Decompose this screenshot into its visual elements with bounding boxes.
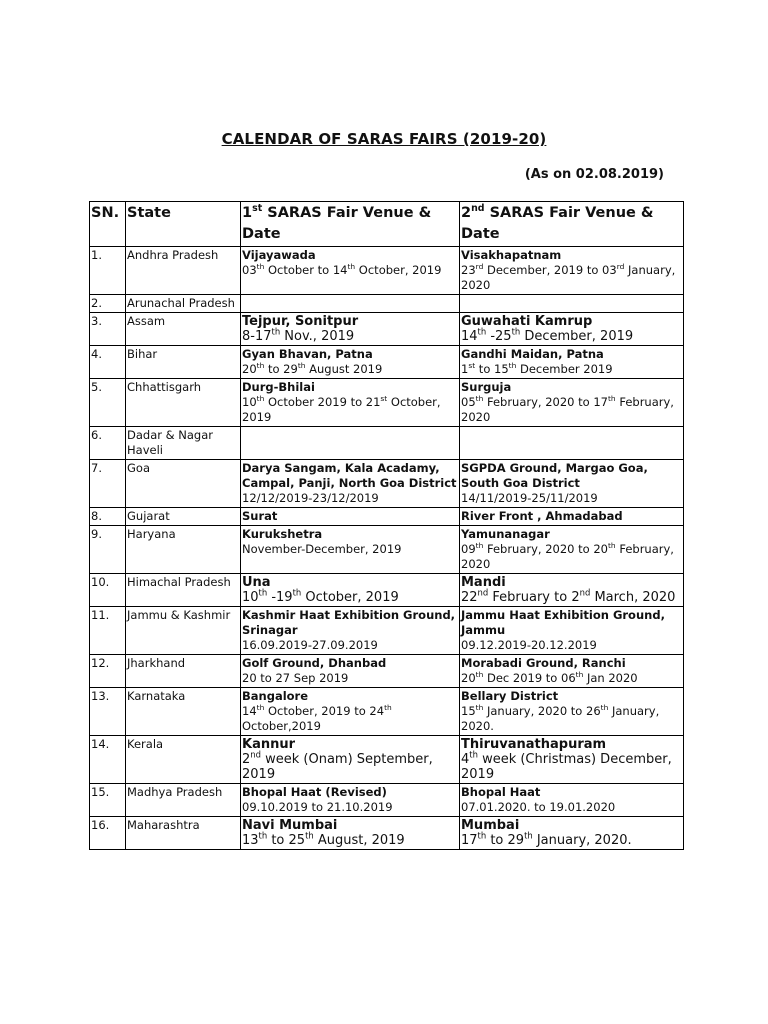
cell-state: Kerala [126,736,241,784]
fair-date: 4th week (Christmas) December, 2019 [461,749,672,782]
table-row [90,526,684,574]
venue-name: Kurukshetra [242,527,323,541]
venue-name: Gyan Bhavan, Patna [242,347,373,361]
venue-name: Bangalore [242,689,309,703]
cell-first-fair [241,655,460,688]
as-on-date: (As on 02.08.2019) [524,167,664,182]
cell-sn: 9. [90,526,126,574]
header-first-fair: 1st SARAS Fair Venue & Date [241,202,460,247]
cell-sn: 12. [90,655,126,688]
cell-second-fair [460,736,684,784]
venue-name: Jammu Haat Exhibition Ground, Jammu [461,608,665,637]
venue-name: Thiruvanathapuram [461,737,607,752]
venue-name: Mandi [461,575,506,590]
fair-date: 20th to 29th August 2019 [242,361,383,376]
fair-date: 10th October 2019 to 21st October, 2019 [242,394,441,424]
fair-date: 17th to 29th January, 2020. [461,830,632,848]
cell-sn: 14. [90,736,126,784]
venue-name: Yamunanagar [461,527,550,541]
cell-state: Karnataka [126,688,241,736]
fair-date: 09.10.2019 to 21.10.2019 [242,800,393,814]
cell-second-fair [460,427,684,460]
table-row [90,784,684,817]
fair-date: 10th -19th October, 2019 [242,587,399,605]
table-row [90,688,684,736]
table-row [90,313,684,346]
cell-sn: 10. [90,574,126,607]
cell-second-fair [460,526,684,574]
venue-name: Kannur [242,737,296,752]
cell-first-fair [241,574,460,607]
cell-sn: 16. [90,817,126,850]
cell-state: Jharkhand [126,655,241,688]
cell-first-fair [241,427,460,460]
fair-date: 22nd February to 2nd March, 2020 [461,587,676,605]
cell-second-fair [460,655,684,688]
venue-name: Kashmir Haat Exhibition Ground, Srinagar [242,608,456,637]
cell-first-fair [241,247,460,295]
cell-sn: 5. [90,379,126,427]
venue-name: Golf Ground, Dhanbad [242,656,387,670]
cell-state: Goa [126,460,241,508]
cell-second-fair [460,688,684,736]
cell-first-fair [241,346,460,379]
cell-sn: 15. [90,784,126,817]
cell-first-fair [241,736,460,784]
cell-sn: 6. [90,427,126,460]
venue-name: Durg-Bhilai [242,380,315,394]
cell-state: Andhra Pradesh [126,247,241,295]
fair-date: 09th February, 2020 to 20th February, 2020 [461,541,674,571]
fair-date: 23rd December, 2019 to 03rd January, 2020 [461,262,676,292]
cell-sn: 3. [90,313,126,346]
cell-sn: 4. [90,346,126,379]
fair-date: 14th October, 2019 to 24th October,2019 [242,703,392,733]
header-sn: SN. [90,202,126,247]
cell-state: Chhattisgarh [126,379,241,427]
fair-date: 07.01.2020. to 19.01.2020 [461,800,616,814]
cell-first-fair [241,607,460,655]
venue-name: Bhopal Haat [461,785,541,799]
cell-first-fair [241,295,460,313]
table-row [90,460,684,508]
venue-name: SGPDA Ground, Margao Goa, South Goa District [461,461,648,490]
fair-date: 14/11/2019-25/11/2019 [461,491,598,505]
cell-sn: 2. [90,295,126,313]
fair-date: November-December, 2019 [242,542,402,556]
table-row [90,655,684,688]
fair-date: 09.12.2019-20.12.2019 [461,638,597,652]
cell-sn: 11. [90,607,126,655]
saras-fairs-table [89,201,684,850]
cell-state: Dadar & Nagar Haveli [126,427,241,460]
venue-name: Surat [242,509,278,523]
cell-state: Assam [126,313,241,346]
venue-name: Surguja [461,380,512,394]
cell-sn: 1. [90,247,126,295]
venue-name: Guwahati Kamrup [461,314,593,329]
venue-name: Tejpur, Sonitpur [242,314,359,329]
cell-state: Haryana [126,526,241,574]
table-row [90,295,684,313]
table-row [90,247,684,295]
venue-name: Bhopal Haat (Revised) [242,785,387,799]
table-header-row [90,202,684,247]
cell-second-fair [460,247,684,295]
header-state: State [126,202,241,247]
venue-name: Visakhapatnam [461,248,562,262]
cell-first-fair [241,526,460,574]
cell-sn: 8. [90,508,126,526]
cell-second-fair [460,313,684,346]
cell-state: Gujarat [126,508,241,526]
fair-date: 8-17th Nov., 2019 [242,326,355,344]
table-row [90,607,684,655]
fair-date: 05th February, 2020 to 17th February, 2020 [461,394,674,424]
cell-sn: 7. [90,460,126,508]
table-row [90,379,684,427]
table-row [90,574,684,607]
cell-state: Arunachal Pradesh [126,295,241,313]
cell-second-fair [460,379,684,427]
cell-state: Himachal Pradesh [126,574,241,607]
venue-name: Mumbai [461,818,520,833]
fair-date: 03th October to 14th October, 2019 [242,262,442,277]
cell-sn: 13. [90,688,126,736]
cell-second-fair [460,607,684,655]
cell-second-fair [460,508,684,526]
table-row [90,817,684,850]
cell-second-fair [460,346,684,379]
table-row [90,346,684,379]
cell-first-fair [241,784,460,817]
cell-second-fair [460,784,684,817]
cell-first-fair [241,508,460,526]
cell-state: Bihar [126,346,241,379]
venue-name: Darya Sangam, Kala Acadamy, Campal, Panji, North Goa District [242,461,457,490]
venue-name: Navi Mumbai [242,818,338,833]
venue-name: Vijayawada [242,248,316,262]
fair-date: 14th -25th December, 2019 [461,326,634,344]
fair-date: 16.09.2019-27.09.2019 [242,638,378,652]
cell-second-fair [460,817,684,850]
venue-name: Una [242,575,271,590]
venue-name: Gandhi Maidan, Patna [461,347,604,361]
fair-date: 1st to 15th December 2019 [461,361,613,376]
cell-first-fair [241,379,460,427]
cell-state: Jammu & Kashmir [126,607,241,655]
fair-date: 2nd week (Onam) September, 2019 [242,749,433,782]
cell-state: Madhya Pradesh [126,784,241,817]
venue-name: River Front , Ahmadabad [461,509,623,523]
cell-first-fair [241,688,460,736]
venue-name: Morabadi Ground, Ranchi [461,656,626,670]
header-second-fair: 2nd SARAS Fair Venue & Date [460,202,684,247]
table-row [90,736,684,784]
fair-date: 13th to 25th August, 2019 [242,830,405,848]
fair-date: 20 to 27 Sep 2019 [242,671,349,685]
cell-state: Maharashtra [126,817,241,850]
cell-first-fair [241,817,460,850]
fair-date: 20th Dec 2019 to 06th Jan 2020 [461,670,638,685]
cell-first-fair [241,460,460,508]
cell-second-fair [460,295,684,313]
cell-first-fair [241,313,460,346]
fair-date: 15th January, 2020 to 26th January, 2020. [461,703,660,733]
cell-second-fair [460,460,684,508]
venue-name: Bellary District [461,689,559,703]
page-title: CALENDAR OF SARAS FAIRS (2019-20) [221,130,547,148]
table-row [90,427,684,460]
table-row [90,508,684,526]
fair-date: 12/12/2019-23/12/2019 [242,491,379,505]
cell-second-fair [460,574,684,607]
